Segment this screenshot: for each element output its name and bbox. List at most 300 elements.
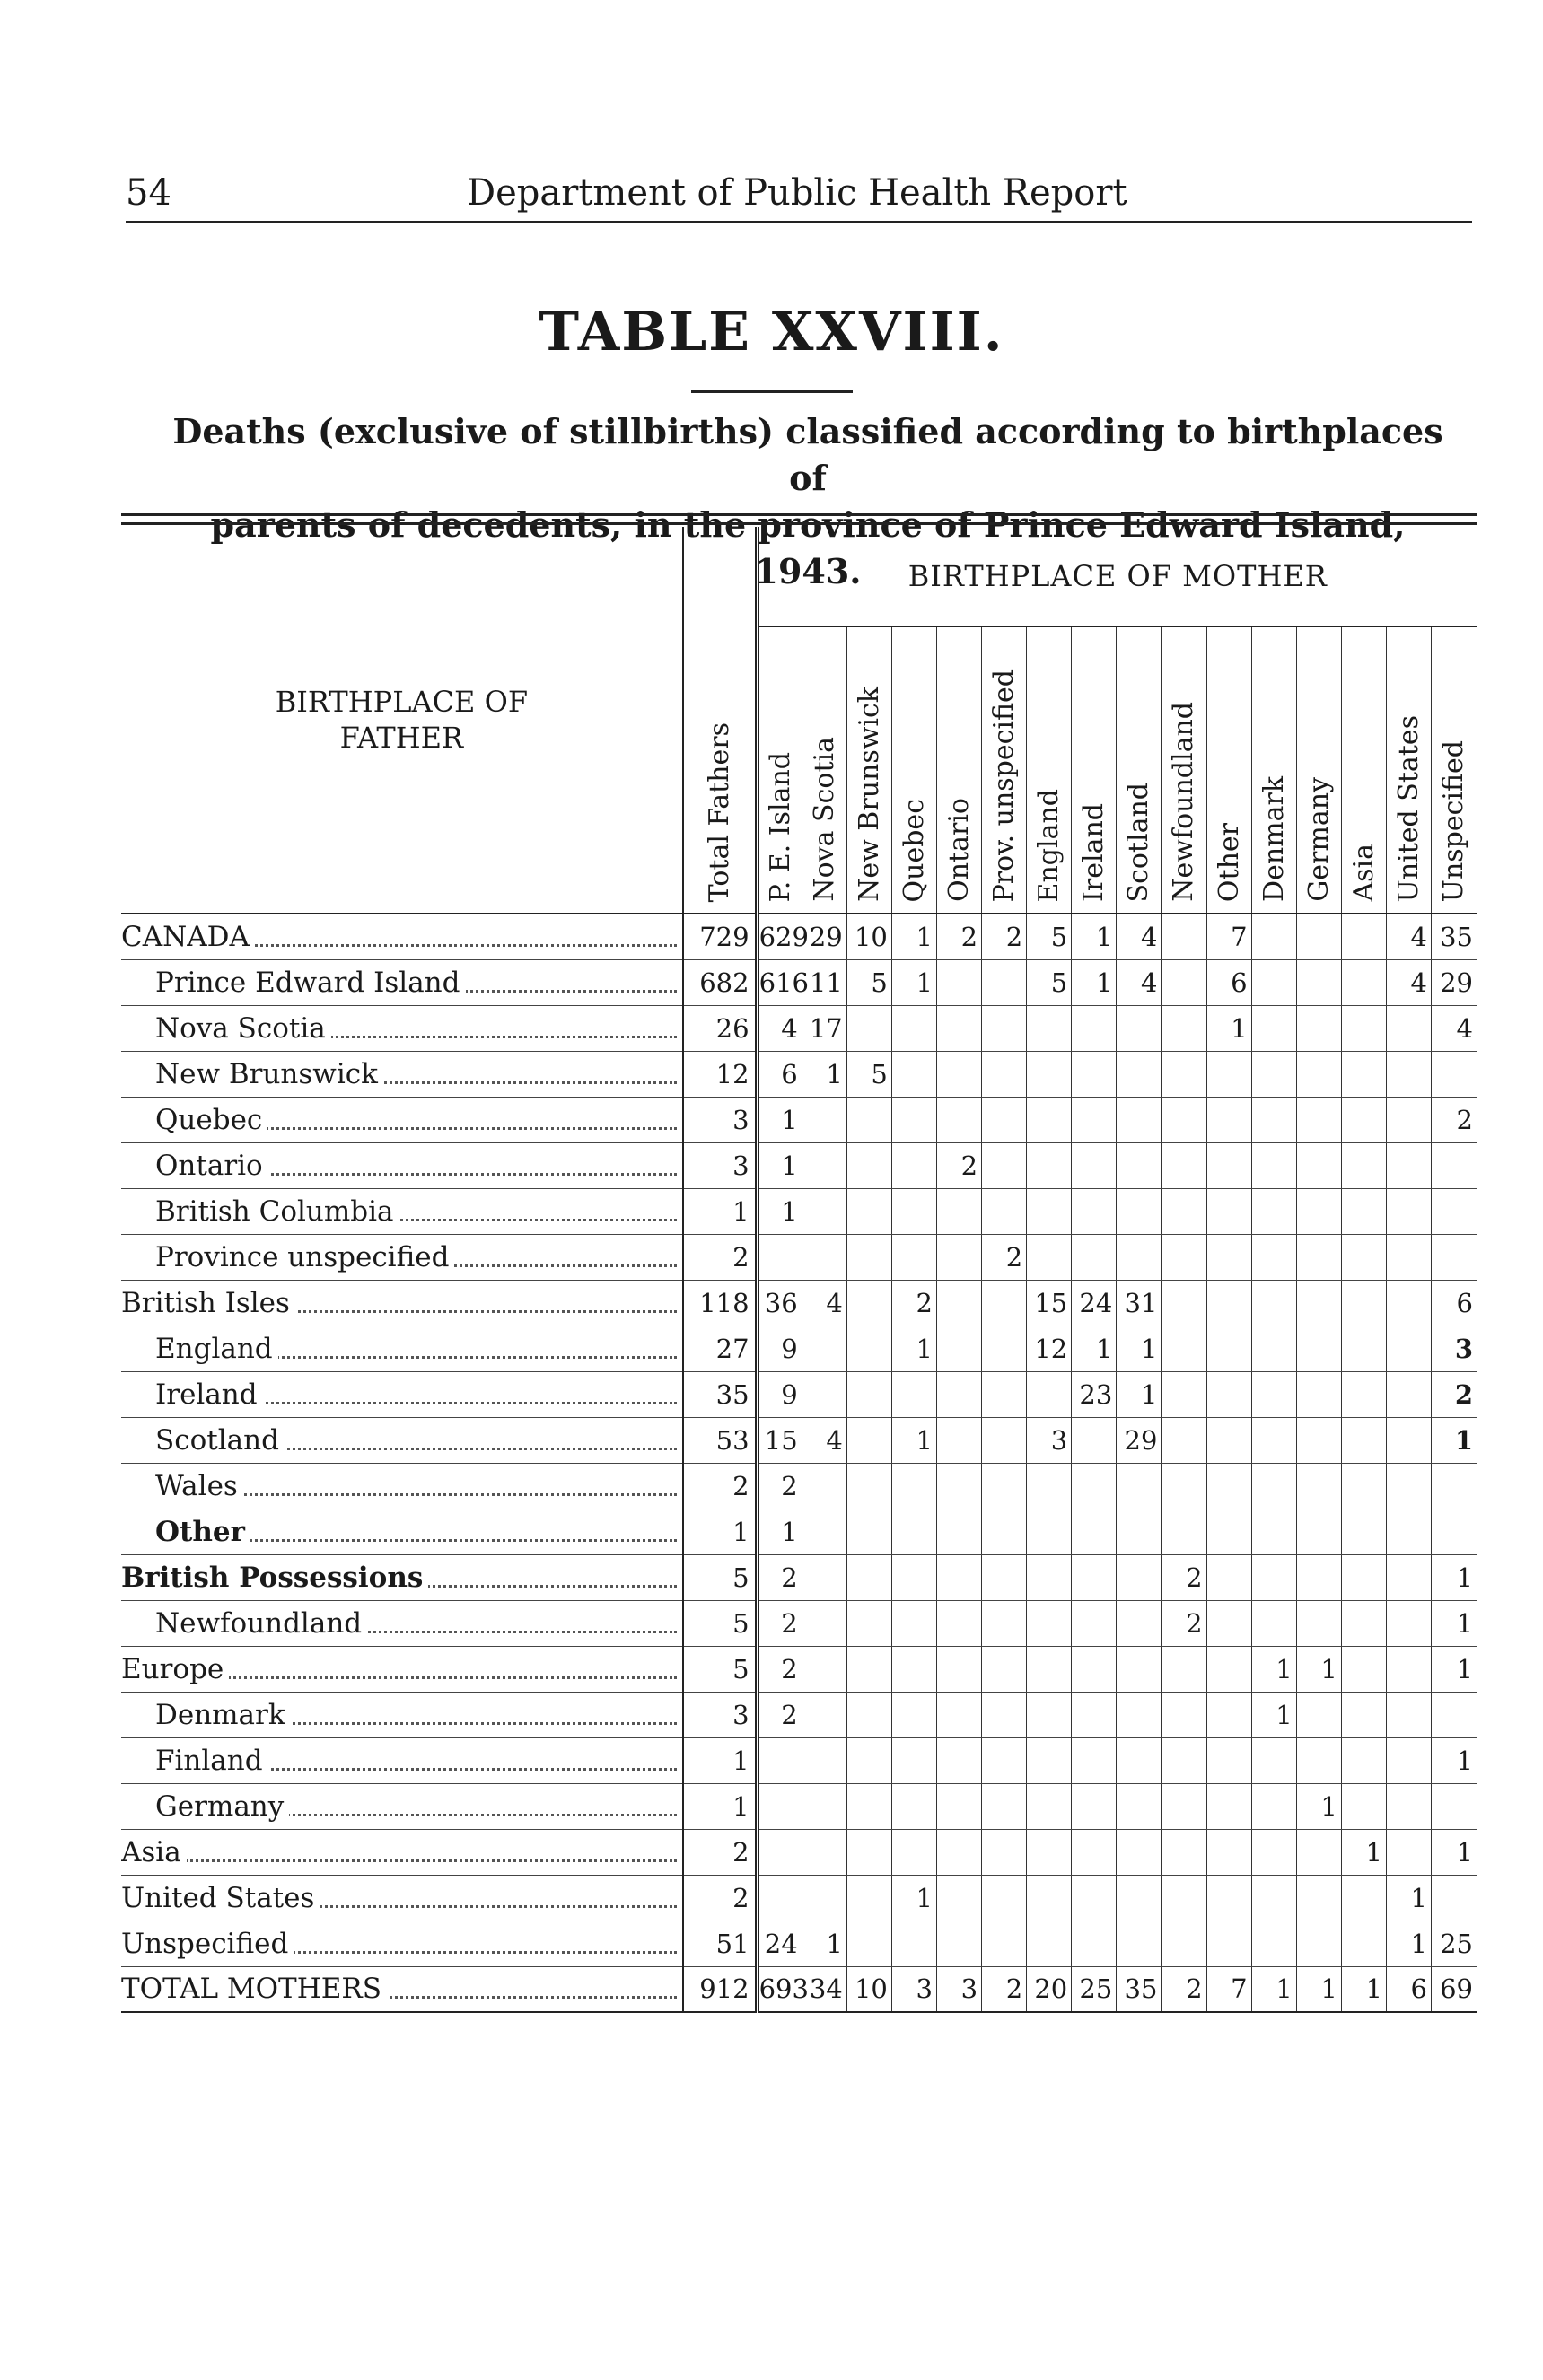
value-cell: 2 xyxy=(757,1646,802,1692)
value-cell xyxy=(846,1875,891,1921)
value-cell: 9 xyxy=(757,1371,802,1417)
value-cell xyxy=(1251,1097,1296,1142)
value-cell xyxy=(982,1051,1027,1097)
value-cell: 2 xyxy=(891,1280,936,1326)
mother-column-label: Nova Scotia xyxy=(808,737,840,902)
value-cell: 24 xyxy=(1072,1280,1117,1326)
mother-column-label: Newfoundland xyxy=(1168,702,1200,902)
value-cell xyxy=(982,1005,1027,1051)
value-cell xyxy=(1117,1005,1162,1051)
mother-column-header xyxy=(1296,626,1341,914)
value-cell xyxy=(1162,1875,1206,1921)
value-cell xyxy=(757,1875,802,1921)
value-cell xyxy=(1341,1875,1386,1921)
value-cell xyxy=(1206,1371,1251,1417)
value-cell xyxy=(982,1509,1027,1554)
value-cell xyxy=(1162,1371,1206,1417)
value-cell xyxy=(1117,1783,1162,1829)
value-cell xyxy=(936,1737,981,1783)
row-label-cell xyxy=(121,1463,683,1509)
value-cell xyxy=(1431,1051,1477,1097)
value-cell xyxy=(1027,1142,1072,1188)
row-label: British Isles xyxy=(121,1287,295,1319)
value-cell xyxy=(1027,1371,1072,1417)
value-cell xyxy=(891,1188,936,1234)
mother-column-label: Germany xyxy=(1302,777,1335,902)
value-cell xyxy=(936,1829,981,1875)
value-cell xyxy=(982,1417,1027,1463)
value-cell: 1 xyxy=(757,1097,802,1142)
value-cell xyxy=(757,1737,802,1783)
dot-leader xyxy=(121,1859,677,1862)
value-cell: 1 xyxy=(1431,1417,1477,1463)
value-cell xyxy=(1341,1737,1386,1783)
value-cell xyxy=(936,1051,981,1097)
value-cell: 12 xyxy=(1027,1326,1072,1371)
value-cell: 1 xyxy=(802,1051,846,1097)
value-cell xyxy=(1386,1188,1431,1234)
value-cell xyxy=(891,1646,936,1692)
value-cell xyxy=(1072,1600,1117,1646)
value-cell xyxy=(891,1783,936,1829)
value-cell: 15 xyxy=(757,1417,802,1463)
value-cell xyxy=(1162,1783,1206,1829)
total-fathers-cell: 1 xyxy=(683,1783,757,1829)
value-cell: 1 xyxy=(1296,1966,1341,2012)
mother-group-header: BIRTHPLACE OF MOTHER xyxy=(757,527,1477,626)
value-cell xyxy=(1296,1737,1341,1783)
value-cell xyxy=(1072,1554,1117,1600)
value-cell xyxy=(1027,1005,1072,1051)
value-cell: 1 xyxy=(1072,1326,1117,1371)
table-row xyxy=(121,1829,1477,1875)
value-cell: 35 xyxy=(1117,1966,1162,2012)
value-cell xyxy=(982,1829,1027,1875)
row-label: Germany xyxy=(121,1790,289,1823)
value-cell xyxy=(1296,959,1341,1005)
value-cell: 9 xyxy=(757,1326,802,1371)
mother-column-header xyxy=(1341,626,1386,914)
value-cell: 6 xyxy=(757,1051,802,1097)
value-cell: 4 xyxy=(1117,914,1162,959)
value-cell xyxy=(982,1646,1027,1692)
total-fathers-cell: 12 xyxy=(683,1051,757,1097)
value-cell: 35 xyxy=(1431,914,1477,959)
value-cell xyxy=(1341,1783,1386,1829)
mother-column-label: P. E. Island xyxy=(764,751,796,902)
value-cell: 29 xyxy=(802,914,846,959)
value-cell xyxy=(1117,1188,1162,1234)
value-cell: 1 xyxy=(1251,1692,1296,1737)
value-cell xyxy=(802,1509,846,1554)
table-row xyxy=(121,959,1477,1005)
value-cell xyxy=(1341,959,1386,1005)
value-cell xyxy=(1117,1737,1162,1783)
value-cell xyxy=(936,1646,981,1692)
value-cell xyxy=(1296,1417,1341,1463)
value-cell xyxy=(1296,1371,1341,1417)
table-row xyxy=(121,1966,1477,2012)
value-cell xyxy=(936,1188,981,1234)
value-cell: 1 xyxy=(757,1142,802,1188)
total-fathers-cell: 5 xyxy=(683,1554,757,1600)
value-cell: 2 xyxy=(757,1692,802,1737)
value-cell xyxy=(846,1737,891,1783)
value-cell xyxy=(982,1371,1027,1417)
row-label-cell xyxy=(121,1875,683,1921)
value-cell xyxy=(846,1921,891,1966)
value-cell xyxy=(1386,1280,1431,1326)
value-cell xyxy=(1296,1005,1341,1051)
value-cell xyxy=(936,1097,981,1142)
value-cell xyxy=(1296,1692,1341,1737)
value-cell: 6 xyxy=(1206,959,1251,1005)
value-cell xyxy=(802,1371,846,1417)
value-cell xyxy=(936,1326,981,1371)
value-cell xyxy=(1386,1234,1431,1280)
table-row xyxy=(121,1600,1477,1646)
value-cell xyxy=(757,1234,802,1280)
value-cell: 3 xyxy=(936,1966,981,2012)
value-cell: 2 xyxy=(1431,1371,1477,1417)
row-label: Wales xyxy=(121,1470,243,1502)
value-cell xyxy=(1296,1509,1341,1554)
value-cell xyxy=(846,1188,891,1234)
value-cell xyxy=(757,1783,802,1829)
value-cell: 4 xyxy=(1386,959,1431,1005)
value-cell: 1 xyxy=(1431,1600,1477,1646)
value-cell xyxy=(1341,1921,1386,1966)
value-cell xyxy=(1386,1692,1431,1737)
value-cell xyxy=(936,1783,981,1829)
value-cell xyxy=(936,1417,981,1463)
father-header-line-2: FATHER xyxy=(339,721,464,755)
value-cell xyxy=(802,1783,846,1829)
value-cell: 2 xyxy=(757,1554,802,1600)
value-cell: 1 xyxy=(1431,1554,1477,1600)
value-cell xyxy=(1206,1280,1251,1326)
value-cell: 29 xyxy=(1431,959,1477,1005)
value-cell xyxy=(1206,1921,1251,1966)
value-cell: 1 xyxy=(1386,1921,1431,1966)
value-cell xyxy=(1251,1875,1296,1921)
value-cell: 1 xyxy=(891,1326,936,1371)
total-fathers-cell: 27 xyxy=(683,1326,757,1371)
value-cell xyxy=(1206,1097,1251,1142)
value-cell xyxy=(1386,1097,1431,1142)
value-cell: 15 xyxy=(1027,1280,1072,1326)
value-cell xyxy=(1027,1234,1072,1280)
total-fathers-cell: 3 xyxy=(683,1097,757,1142)
value-cell xyxy=(1386,1326,1431,1371)
value-cell xyxy=(982,1188,1027,1234)
row-label-cell xyxy=(121,1142,683,1188)
value-cell xyxy=(1162,1417,1206,1463)
value-cell xyxy=(1296,1875,1341,1921)
value-cell: 2 xyxy=(982,1966,1027,2012)
value-cell xyxy=(1072,1692,1117,1737)
table-header xyxy=(121,527,1477,914)
value-cell xyxy=(1072,1737,1117,1783)
value-cell xyxy=(846,1371,891,1417)
value-cell xyxy=(1251,1326,1296,1371)
value-cell xyxy=(1027,1097,1072,1142)
value-cell xyxy=(1386,1371,1431,1417)
value-cell: 6 xyxy=(1386,1966,1431,2012)
value-cell xyxy=(1206,1875,1251,1921)
total-fathers-cell: 729 xyxy=(683,914,757,959)
row-label: England xyxy=(121,1333,278,1365)
value-cell xyxy=(1431,1783,1477,1829)
total-fathers-cell: 1 xyxy=(683,1509,757,1554)
value-cell xyxy=(1117,1463,1162,1509)
value-cell xyxy=(1431,1875,1477,1921)
row-label-cell xyxy=(121,914,683,959)
value-cell xyxy=(1206,1646,1251,1692)
value-cell xyxy=(1296,1234,1341,1280)
value-cell: 1 xyxy=(891,914,936,959)
value-cell xyxy=(982,1326,1027,1371)
value-cell xyxy=(1296,1326,1341,1371)
value-cell xyxy=(1206,1463,1251,1509)
row-label: Scotland xyxy=(121,1424,285,1457)
value-cell xyxy=(1162,1509,1206,1554)
running-header xyxy=(126,171,1472,223)
value-cell xyxy=(1162,1097,1206,1142)
father-header-line-1: BIRTHPLACE OF xyxy=(275,685,529,719)
value-cell xyxy=(1027,1921,1072,1966)
value-cell xyxy=(1072,1829,1117,1875)
value-cell xyxy=(1162,1646,1206,1692)
value-cell xyxy=(1027,1737,1072,1783)
row-label-cell xyxy=(121,1280,683,1326)
value-cell: 4 xyxy=(802,1280,846,1326)
total-fathers-cell: 3 xyxy=(683,1692,757,1737)
value-cell xyxy=(1117,1051,1162,1097)
value-cell: 2 xyxy=(757,1600,802,1646)
value-cell xyxy=(1431,1188,1477,1234)
value-cell: 10 xyxy=(846,914,891,959)
value-cell: 3 xyxy=(891,1966,936,2012)
value-cell xyxy=(1027,1188,1072,1234)
row-label: New Brunswick xyxy=(121,1058,383,1090)
total-fathers-cell: 682 xyxy=(683,959,757,1005)
row-label: British Columbia xyxy=(121,1195,399,1228)
value-cell xyxy=(936,1005,981,1051)
row-label-cell xyxy=(121,1051,683,1097)
table-row xyxy=(121,1692,1477,1737)
value-cell xyxy=(891,1097,936,1142)
value-cell xyxy=(936,1554,981,1600)
value-cell xyxy=(1431,1509,1477,1554)
mother-column-label: United States xyxy=(1392,714,1425,902)
value-cell xyxy=(1251,914,1296,959)
value-cell xyxy=(1206,1783,1251,1829)
value-cell xyxy=(1431,1463,1477,1509)
table-row xyxy=(121,1280,1477,1326)
value-cell xyxy=(1117,1600,1162,1646)
row-label-cell xyxy=(121,1326,683,1371)
row-label-cell xyxy=(121,1783,683,1829)
value-cell xyxy=(1296,1280,1341,1326)
value-cell xyxy=(1341,1417,1386,1463)
value-cell xyxy=(1027,1829,1072,1875)
value-cell xyxy=(1341,1326,1386,1371)
value-cell xyxy=(1162,1463,1206,1509)
value-cell xyxy=(1251,1600,1296,1646)
table-row xyxy=(121,1783,1477,1829)
value-cell xyxy=(1251,1188,1296,1234)
value-cell: 1 xyxy=(891,1417,936,1463)
value-cell xyxy=(846,1417,891,1463)
value-cell: 1 xyxy=(1296,1646,1341,1692)
value-cell xyxy=(982,1097,1027,1142)
mother-column-header xyxy=(757,626,802,914)
value-cell xyxy=(1386,1463,1431,1509)
table-top-rule xyxy=(121,513,1477,518)
value-cell: 616 xyxy=(757,959,802,1005)
value-cell: 31 xyxy=(1117,1280,1162,1326)
value-cell xyxy=(802,1188,846,1234)
value-cell xyxy=(1251,959,1296,1005)
total-fathers-cell: 2 xyxy=(683,1829,757,1875)
value-cell xyxy=(1251,1234,1296,1280)
value-cell xyxy=(846,1326,891,1371)
value-cell xyxy=(1386,1829,1431,1875)
value-cell: 4 xyxy=(802,1417,846,1463)
mother-column-label: New Brunswick xyxy=(853,687,885,902)
row-label: Prince Edward Island xyxy=(121,967,466,999)
value-cell xyxy=(982,1921,1027,1966)
value-cell: 1 xyxy=(1431,1737,1477,1783)
row-label-cell xyxy=(121,1829,683,1875)
value-cell xyxy=(1431,1692,1477,1737)
value-cell xyxy=(1341,1600,1386,1646)
total-fathers-cell: 912 xyxy=(683,1966,757,2012)
value-cell: 1 xyxy=(1341,1966,1386,2012)
value-cell xyxy=(1251,1737,1296,1783)
value-cell xyxy=(891,1829,936,1875)
value-cell xyxy=(1251,1509,1296,1554)
value-cell xyxy=(1251,1371,1296,1417)
row-label-cell xyxy=(121,1417,683,1463)
total-fathers-cell: 53 xyxy=(683,1417,757,1463)
value-cell xyxy=(846,1646,891,1692)
table-row xyxy=(121,1326,1477,1371)
mother-column-header xyxy=(1162,626,1206,914)
value-cell xyxy=(1386,1646,1431,1692)
row-label: British Possessions xyxy=(121,1562,428,1594)
value-cell: 1 xyxy=(1072,959,1117,1005)
value-cell xyxy=(1206,1554,1251,1600)
value-cell: 1 xyxy=(1341,1829,1386,1875)
value-cell: 1 xyxy=(1206,1005,1251,1051)
mother-column-label: Ontario xyxy=(943,798,975,902)
value-cell xyxy=(1341,1692,1386,1737)
value-cell xyxy=(982,1783,1027,1829)
value-cell: 2 xyxy=(1162,1554,1206,1600)
value-cell xyxy=(1117,1646,1162,1692)
row-label: Other xyxy=(121,1516,250,1548)
value-cell xyxy=(982,1600,1027,1646)
value-cell xyxy=(1206,1692,1251,1737)
value-cell: 1 xyxy=(1117,1326,1162,1371)
value-cell xyxy=(1251,1280,1296,1326)
value-cell xyxy=(1206,1417,1251,1463)
value-cell: 34 xyxy=(802,1966,846,2012)
mother-column-header xyxy=(1027,626,1072,914)
row-label-cell xyxy=(121,1966,683,2012)
value-cell: 7 xyxy=(1206,914,1251,959)
value-cell xyxy=(891,1051,936,1097)
value-cell xyxy=(1296,1142,1341,1188)
value-cell xyxy=(1162,1051,1206,1097)
row-label: TOTAL MOTHERS xyxy=(121,1973,387,2005)
value-cell xyxy=(846,1234,891,1280)
row-label: Newfoundland xyxy=(121,1607,367,1640)
table-row xyxy=(121,1188,1477,1234)
value-cell xyxy=(1296,1188,1341,1234)
value-cell xyxy=(1162,1142,1206,1188)
value-cell xyxy=(1341,1280,1386,1326)
total-fathers-cell: 118 xyxy=(683,1280,757,1326)
value-cell xyxy=(1251,1142,1296,1188)
row-label: Europe xyxy=(121,1653,229,1685)
value-cell xyxy=(1072,1463,1117,1509)
mother-column-header xyxy=(1117,626,1162,914)
value-cell: 2 xyxy=(1431,1097,1477,1142)
value-cell: 7 xyxy=(1206,1966,1251,2012)
mother-column-header xyxy=(936,626,981,914)
value-cell xyxy=(1431,1142,1477,1188)
value-cell xyxy=(1341,1646,1386,1692)
value-cell xyxy=(802,1554,846,1600)
value-cell: 2 xyxy=(982,1234,1027,1280)
birthplace-table xyxy=(121,513,1477,2013)
mother-column-label: Denmark xyxy=(1258,776,1290,902)
value-cell xyxy=(1341,1142,1386,1188)
value-cell: 693 xyxy=(757,1966,802,2012)
value-cell: 20 xyxy=(1027,1966,1072,2012)
value-cell: 1 xyxy=(1431,1646,1477,1692)
value-cell xyxy=(846,1600,891,1646)
value-cell xyxy=(1072,1417,1117,1463)
value-cell xyxy=(1341,1005,1386,1051)
value-cell xyxy=(1027,1692,1072,1737)
total-fathers-cell: 35 xyxy=(683,1371,757,1417)
value-cell xyxy=(1296,1097,1341,1142)
value-cell xyxy=(891,1921,936,1966)
value-cell xyxy=(1117,1554,1162,1600)
row-label-cell xyxy=(121,1692,683,1737)
value-cell xyxy=(846,1554,891,1600)
value-cell: 2 xyxy=(757,1463,802,1509)
value-cell xyxy=(1072,1097,1117,1142)
total-fathers-cell: 5 xyxy=(683,1600,757,1646)
value-cell: 25 xyxy=(1072,1966,1117,2012)
value-cell xyxy=(1386,1783,1431,1829)
value-cell xyxy=(846,1463,891,1509)
running-header-title: Department of Public Health Report xyxy=(467,172,1127,214)
table-row xyxy=(121,1463,1477,1509)
row-label-cell xyxy=(121,1554,683,1600)
value-cell: 5 xyxy=(846,959,891,1005)
mother-column-header xyxy=(982,626,1027,914)
value-cell: 29 xyxy=(1117,1417,1162,1463)
mother-column-label: Quebec xyxy=(898,798,930,902)
value-cell xyxy=(1386,1142,1431,1188)
value-cell xyxy=(1206,1234,1251,1280)
